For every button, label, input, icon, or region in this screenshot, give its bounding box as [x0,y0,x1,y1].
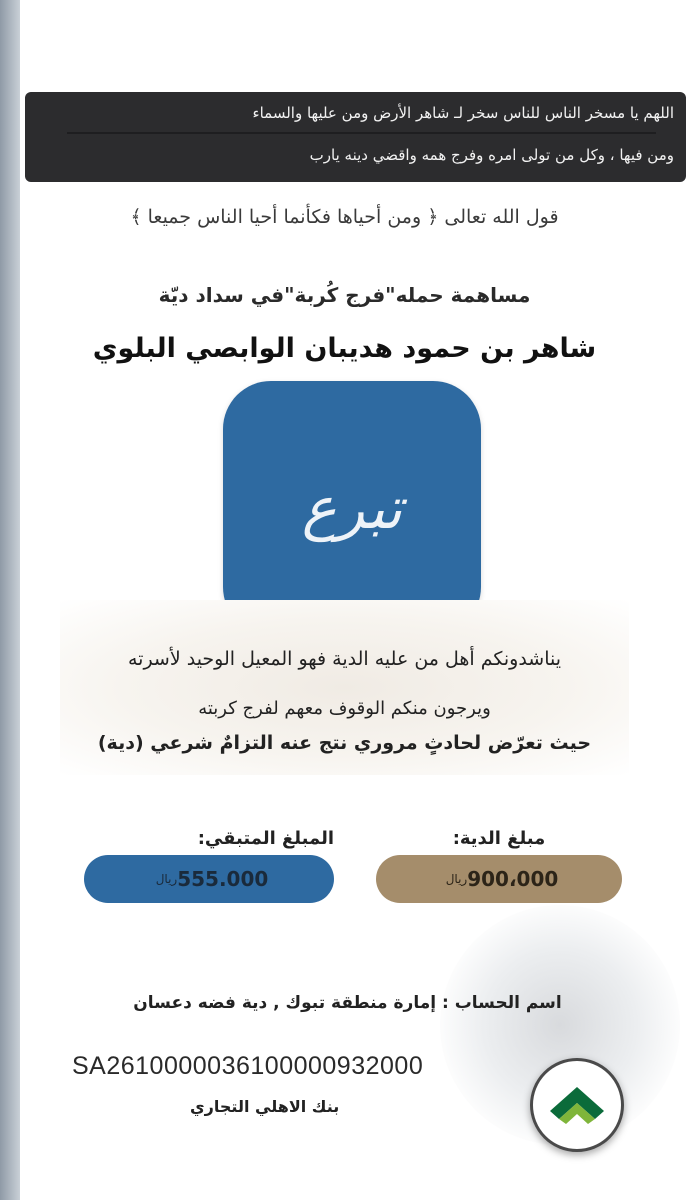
diya-amount-label: مبلغ الدية: [452,828,546,849]
caption-divider [67,132,656,134]
donate-button[interactable] [223,381,481,635]
appeal-line-1: يناشدونكم أهل من عليه الدية فهو المعيل الوحيد لأسرته [127,648,562,670]
caption-line-2: ومن فيها ، وكل من تولى امره وفرج همه واقضي دينه يارب [309,146,674,164]
screen-edge [0,0,20,1200]
chevron-up-icon [548,1085,606,1125]
remaining-amount-pill [84,855,334,903]
appeal-line-2: ويرجون منكم الوقوف معهم لفرج كربته [198,698,491,719]
account-name: اسم الحساب : إمارة منطقة تبوك , دية فضه دعسان [133,993,562,1013]
diya-amount-value: 900،000 [467,867,559,891]
campaign-title: مساهمة حمله"فرج كُربة"في سداد ديّة [158,283,531,307]
quran-verse: قول الله تعالى ﴿ ومن أحياها فكأنما أحيا الناس جميعا ﴾ [130,206,559,228]
caption-line-1: اللهم يا مسخر الناس للناس سخر لـ شاهر الأرض ومن عليها والسماء [252,104,674,122]
bank-logo [530,1058,624,1152]
appeal-section [60,600,629,775]
currency-label: ريال [445,872,468,886]
bank-name: بنك الاهلي التجاري [190,1097,340,1116]
diya-amount-pill [376,855,622,903]
story-caption [25,92,686,182]
beneficiary-name: شاهر بن حمود هديبان الوابصي البلوي [92,333,597,364]
iban-number: SA2610000036100000932000 [72,1052,424,1080]
remaining-amount-label: المبلغ المتبقي: [197,828,334,849]
donate-label: تبرع [301,474,403,542]
appeal-line-3: حيث تعرّض لحادثٍ مروري نتج عنه التزامٌ شرعي (دية) [97,732,592,754]
currency-label: ريال [155,872,178,886]
remaining-amount-value: 555.000 [177,867,269,891]
